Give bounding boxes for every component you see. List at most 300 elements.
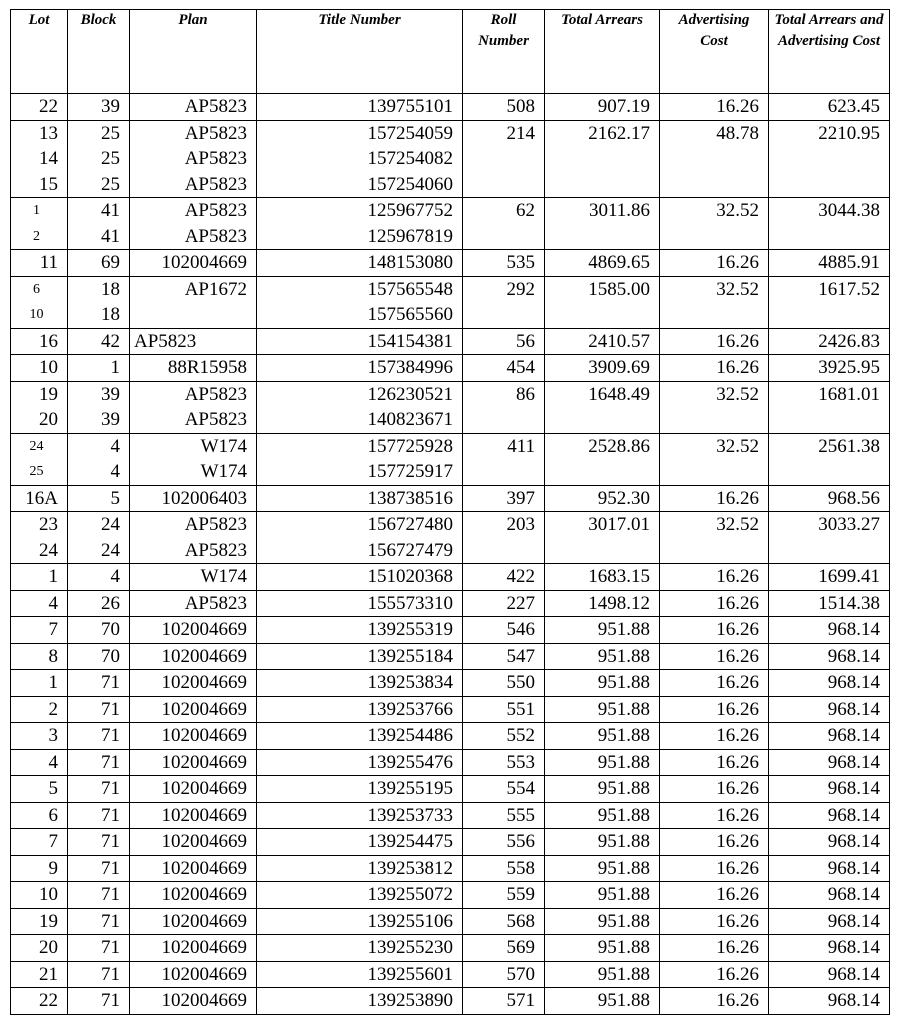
plan-cell [130, 564, 257, 591]
title-number-cell [257, 512, 463, 564]
header-roll-number: Roll Number [463, 10, 545, 94]
roll-number-cell: 559 [463, 882, 545, 909]
plan-cell-value: AP5823 [134, 330, 197, 352]
plan-cell-value: 88R15958 [167, 357, 247, 378]
lot-cell-value: 5 [48, 778, 58, 799]
block-cell-value: 42 [101, 330, 120, 352]
lot-cell-value: 8 [48, 645, 58, 667]
block-cell [68, 617, 130, 644]
block-cell-value: 71 [101, 990, 120, 1011]
block-cell-value: 71 [101, 831, 120, 852]
total-arrears-cell: 951.88 [545, 749, 660, 776]
plan-cell [130, 94, 257, 121]
lot-cell-value: 7 [48, 831, 58, 852]
lot-cell-value: 24 [39, 539, 58, 561]
plan-cell [130, 855, 257, 882]
title-number-cell-value: 154154381 [367, 330, 453, 352]
total-with-advertising-cell: 968.14 [769, 882, 890, 909]
lot-cell [11, 696, 68, 723]
table-row [11, 829, 890, 856]
title-number-cell-value: 140823671 [367, 409, 453, 430]
title-number-cell-value: 139755101 [367, 96, 453, 117]
block-cell-value: 25 [101, 122, 120, 144]
total-with-advertising-cell: 968.14 [769, 696, 890, 723]
block-cell [68, 802, 130, 829]
lot-cell [11, 355, 68, 382]
block-cell [68, 961, 130, 988]
lot-cell [11, 433, 68, 485]
block-cell-value: 71 [101, 963, 120, 985]
block-cell [68, 829, 130, 856]
roll-number-cell: 552 [463, 723, 545, 750]
plan-cell-value: AP5823 [184, 173, 247, 195]
roll-number-cell: 56 [463, 328, 545, 355]
roll-number-cell: 568 [463, 908, 545, 935]
advertising-cost-cell: 32.52 [660, 512, 769, 564]
lot-cell-value: 10 [29, 307, 44, 322]
block-cell [68, 433, 130, 485]
block-cell-value: 4 [110, 566, 120, 587]
header-lot: Lot [11, 10, 68, 94]
advertising-cost-cell: 16.26 [660, 882, 769, 909]
advertising-cost-cell: 16.26 [660, 94, 769, 121]
plan-cell-value: W174 [200, 461, 247, 482]
total-with-advertising-cell: 968.14 [769, 961, 890, 988]
title-number-cell [257, 749, 463, 776]
advertising-cost-cell: 16.26 [660, 829, 769, 856]
block-cell [68, 120, 130, 198]
lot-cell-value: 19 [39, 383, 58, 405]
plan-cell-value: AP5823 [184, 122, 247, 144]
block-cell-value: 4 [110, 461, 120, 482]
lot-cell-value: 22 [39, 990, 58, 1011]
block-cell [68, 512, 130, 564]
lot-cell-value: 19 [39, 910, 58, 932]
advertising-cost-cell: 16.26 [660, 908, 769, 935]
table-row [11, 776, 890, 803]
block-cell-value: 69 [101, 252, 120, 273]
roll-number-cell: 227 [463, 590, 545, 617]
table-body [11, 94, 890, 1015]
title-number-cell-value: 139255072 [367, 884, 453, 905]
title-number-cell-value: 139253890 [367, 990, 453, 1011]
plan-cell-value: AP5823 [184, 383, 247, 405]
title-number-cell-value: 138738516 [367, 487, 453, 509]
plan-cell-value: 102004669 [161, 725, 247, 746]
title-number-cell-value: 139255195 [367, 778, 453, 799]
plan-cell-value: 102004669 [161, 910, 247, 932]
plan-cell-value: 102004669 [161, 619, 247, 640]
title-number-cell-value: 156727480 [367, 514, 453, 535]
header-total-arrears-and-advertising: Total Arrears and Advertising Cost [769, 10, 890, 94]
title-number-cell-value: 139253812 [367, 857, 453, 879]
advertising-cost-cell: 32.52 [660, 433, 769, 485]
title-number-cell [257, 776, 463, 803]
lot-cell [11, 485, 68, 512]
block-cell-value: 71 [101, 778, 120, 799]
title-number-cell-value: 157254082 [367, 148, 453, 169]
total-with-advertising-cell: 3925.95 [769, 355, 890, 382]
block-cell-value: 71 [101, 857, 120, 879]
title-number-cell [257, 908, 463, 935]
table-row [11, 94, 890, 121]
lot-cell-value: 16 [39, 330, 58, 352]
table-row [11, 485, 890, 512]
block-cell-value: 39 [101, 409, 120, 430]
plan-cell [130, 120, 257, 198]
title-number-cell [257, 328, 463, 355]
lot-cell-value: 20 [39, 409, 58, 430]
lot-cell [11, 935, 68, 962]
advertising-cost-cell: 16.26 [660, 485, 769, 512]
table-row [11, 250, 890, 277]
lot-cell-value: 6 [48, 804, 58, 826]
lot-cell [11, 961, 68, 988]
plan-cell [130, 485, 257, 512]
title-number-cell [257, 276, 463, 328]
roll-number-cell: 535 [463, 250, 545, 277]
block-cell-value: 5 [110, 487, 120, 509]
lot-cell [11, 643, 68, 670]
plan-cell-value: 102004669 [161, 672, 247, 693]
total-arrears-cell: 951.88 [545, 617, 660, 644]
table-row [11, 802, 890, 829]
title-number-cell [257, 988, 463, 1015]
title-number-cell-value: 139255319 [367, 619, 453, 640]
block-cell-value: 71 [101, 884, 120, 905]
total-arrears-cell: 4869.65 [545, 250, 660, 277]
title-number-cell [257, 882, 463, 909]
total-with-advertising-cell: 1699.41 [769, 564, 890, 591]
roll-number-cell: 203 [463, 512, 545, 564]
lot-cell-value: 25 [29, 464, 44, 479]
plan-cell [130, 988, 257, 1015]
title-number-cell [257, 355, 463, 382]
table-row [11, 198, 890, 250]
title-number-cell [257, 935, 463, 962]
plan-cell-value: AP5823 [184, 96, 247, 117]
roll-number-cell: 422 [463, 564, 545, 591]
advertising-cost-cell: 32.52 [660, 381, 769, 433]
total-arrears-cell: 3017.01 [545, 512, 660, 564]
lot-cell [11, 882, 68, 909]
total-with-advertising-cell: 968.14 [769, 935, 890, 962]
lot-cell [11, 829, 68, 856]
lot-cell [11, 512, 68, 564]
title-number-cell-value: 139253766 [367, 698, 453, 720]
block-cell-value: 71 [101, 672, 120, 693]
roll-number-cell: 556 [463, 829, 545, 856]
title-number-cell-value: 139255106 [367, 910, 453, 932]
roll-number-cell: 454 [463, 355, 545, 382]
lot-cell [11, 855, 68, 882]
plan-cell-value: AP5823 [184, 200, 247, 221]
lot-cell-value: 7 [48, 619, 58, 640]
plan-cell [130, 617, 257, 644]
title-number-cell [257, 855, 463, 882]
plan-cell-value: 102004669 [161, 698, 247, 720]
block-cell [68, 590, 130, 617]
block-cell [68, 564, 130, 591]
header-block: Block [68, 10, 130, 94]
lot-cell-value: 11 [39, 252, 58, 273]
plan-cell-value: AP5823 [184, 539, 247, 561]
total-with-advertising-cell: 968.14 [769, 908, 890, 935]
table-row [11, 749, 890, 776]
block-cell [68, 328, 130, 355]
title-number-cell [257, 617, 463, 644]
total-with-advertising-cell: 968.14 [769, 802, 890, 829]
total-arrears-cell: 3909.69 [545, 355, 660, 382]
plan-cell-value: W174 [200, 435, 247, 457]
table-row [11, 564, 890, 591]
plan-cell [130, 198, 257, 250]
title-number-cell-value: 139255230 [367, 937, 453, 958]
lot-cell-value: 6 [33, 281, 40, 297]
title-number-cell-value: 157725917 [367, 461, 453, 482]
plan-cell-value: AP1672 [184, 278, 247, 300]
advertising-cost-cell: 16.26 [660, 723, 769, 750]
block-cell-value: 71 [101, 725, 120, 746]
lot-cell-value: 10 [39, 884, 58, 905]
lot-cell [11, 723, 68, 750]
title-number-cell [257, 94, 463, 121]
block-cell [68, 355, 130, 382]
table-row [11, 643, 890, 670]
total-arrears-cell: 2528.86 [545, 433, 660, 485]
block-cell-value: 1 [110, 357, 120, 378]
block-cell-value: 18 [101, 278, 120, 300]
advertising-cost-cell: 16.26 [660, 328, 769, 355]
advertising-cost-cell: 16.26 [660, 802, 769, 829]
block-cell [68, 643, 130, 670]
advertising-cost-cell: 16.26 [660, 590, 769, 617]
plan-cell [130, 250, 257, 277]
block-cell-value: 41 [101, 225, 120, 247]
block-cell-value: 39 [101, 383, 120, 405]
total-arrears-cell: 951.88 [545, 643, 660, 670]
title-number-cell-value: 157565548 [367, 278, 453, 300]
plan-cell [130, 935, 257, 962]
lot-cell [11, 250, 68, 277]
block-cell-value: 25 [101, 173, 120, 195]
lot-cell-value: 3 [48, 725, 58, 746]
lot-cell-value: 4 [48, 751, 58, 773]
advertising-cost-cell: 16.26 [660, 696, 769, 723]
lot-cell [11, 802, 68, 829]
total-arrears-cell: 951.88 [545, 882, 660, 909]
block-cell-value: 71 [101, 804, 120, 826]
title-number-cell-value: 157725928 [367, 435, 453, 457]
total-with-advertising-cell: 1617.52 [769, 276, 890, 328]
title-number-cell [257, 829, 463, 856]
roll-number-cell: 546 [463, 617, 545, 644]
advertising-cost-cell: 16.26 [660, 643, 769, 670]
advertising-cost-cell: 32.52 [660, 198, 769, 250]
block-cell-value: 71 [101, 751, 120, 773]
total-arrears-cell: 951.88 [545, 802, 660, 829]
roll-number-cell: 553 [463, 749, 545, 776]
roll-number-cell: 569 [463, 935, 545, 962]
lot-cell [11, 670, 68, 697]
roll-number-cell: 571 [463, 988, 545, 1015]
total-arrears-cell: 907.19 [545, 94, 660, 121]
table-row [11, 433, 890, 485]
roll-number-cell: 86 [463, 381, 545, 433]
title-number-cell [257, 433, 463, 485]
roll-number-cell: 292 [463, 276, 545, 328]
plan-cell-value: AP5823 [184, 514, 247, 535]
title-number-cell [257, 696, 463, 723]
advertising-cost-cell: 16.26 [660, 935, 769, 962]
advertising-cost-cell: 16.26 [660, 617, 769, 644]
title-number-cell-value: 139255601 [367, 963, 453, 985]
block-cell [68, 198, 130, 250]
block-cell-value: 70 [101, 619, 120, 640]
lot-cell [11, 276, 68, 328]
total-arrears-cell: 2410.57 [545, 328, 660, 355]
total-arrears-cell: 1683.15 [545, 564, 660, 591]
total-with-advertising-cell: 2210.95 [769, 120, 890, 198]
table-row [11, 590, 890, 617]
title-number-cell-value: 157254060 [367, 173, 453, 195]
total-arrears-cell: 951.88 [545, 855, 660, 882]
block-cell [68, 485, 130, 512]
title-number-cell [257, 590, 463, 617]
total-arrears-cell: 952.30 [545, 485, 660, 512]
plan-cell-value: 102004669 [161, 937, 247, 958]
table-row [11, 882, 890, 909]
block-cell [68, 696, 130, 723]
total-with-advertising-cell: 623.45 [769, 94, 890, 121]
lot-cell-value: 13 [39, 122, 58, 144]
plan-cell-value: 102004669 [161, 857, 247, 879]
block-cell [68, 723, 130, 750]
title-number-cell [257, 120, 463, 198]
block-cell [68, 935, 130, 962]
advertising-cost-cell: 16.26 [660, 749, 769, 776]
header-row [11, 10, 890, 94]
plan-cell [130, 670, 257, 697]
plan-cell [130, 723, 257, 750]
total-arrears-cell: 951.88 [545, 776, 660, 803]
table-row [11, 355, 890, 382]
block-cell-value: 18 [101, 304, 120, 325]
plan-cell-value: AP5823 [184, 148, 247, 169]
roll-number-cell: 508 [463, 94, 545, 121]
total-arrears-cell: 951.88 [545, 670, 660, 697]
title-number-cell [257, 670, 463, 697]
plan-cell-value: 102004669 [161, 751, 247, 773]
plan-cell-value [134, 302, 247, 328]
lot-cell-value: 9 [48, 857, 58, 879]
plan-cell [130, 696, 257, 723]
roll-number-cell: 62 [463, 198, 545, 250]
plan-cell-value: AP5823 [184, 225, 247, 247]
plan-cell-value: 102004669 [161, 963, 247, 985]
total-with-advertising-cell: 968.14 [769, 617, 890, 644]
total-with-advertising-cell: 2426.83 [769, 328, 890, 355]
title-number-cell-value: 139254475 [367, 831, 453, 852]
lot-cell [11, 198, 68, 250]
lot-cell-value: 15 [39, 173, 58, 195]
header-plan: Plan [130, 10, 257, 94]
advertising-cost-cell: 16.26 [660, 355, 769, 382]
block-cell [68, 94, 130, 121]
lot-cell-value: 14 [39, 148, 58, 169]
plan-cell-value: W174 [200, 566, 247, 587]
plan-cell-value: 102004669 [161, 804, 247, 826]
lot-cell-value: 4 [48, 592, 58, 614]
title-number-cell [257, 723, 463, 750]
total-arrears-cell: 1585.00 [545, 276, 660, 328]
block-cell [68, 276, 130, 328]
title-number-cell-value: 125967819 [367, 225, 453, 247]
total-arrears-cell: 951.88 [545, 829, 660, 856]
title-number-cell [257, 198, 463, 250]
lot-cell-value: 1 [48, 566, 58, 587]
block-cell-value: 71 [101, 937, 120, 958]
lot-cell [11, 564, 68, 591]
table-row [11, 617, 890, 644]
total-with-advertising-cell: 968.14 [769, 829, 890, 856]
total-with-advertising-cell: 968.14 [769, 776, 890, 803]
table-row [11, 276, 890, 328]
plan-cell-value: 102004669 [161, 645, 247, 667]
lot-cell-value: 20 [39, 937, 58, 958]
lot-cell-value: 2 [33, 228, 40, 244]
total-with-advertising-cell: 968.14 [769, 749, 890, 776]
total-with-advertising-cell: 2561.38 [769, 433, 890, 485]
block-cell-value: 25 [101, 148, 120, 169]
title-number-cell-value: 139253733 [367, 804, 453, 826]
total-arrears-cell: 951.88 [545, 723, 660, 750]
plan-cell [130, 908, 257, 935]
advertising-cost-cell: 16.26 [660, 776, 769, 803]
title-number-cell-value: 151020368 [367, 566, 453, 587]
roll-number-cell: 411 [463, 433, 545, 485]
block-cell-value: 70 [101, 645, 120, 667]
total-arrears-cell: 951.88 [545, 961, 660, 988]
title-number-cell-value: 139255184 [367, 645, 453, 667]
table-row [11, 696, 890, 723]
title-number-cell [257, 643, 463, 670]
total-arrears-cell: 1498.12 [545, 590, 660, 617]
total-arrears-cell: 3011.86 [545, 198, 660, 250]
table-row [11, 723, 890, 750]
total-with-advertising-cell: 968.14 [769, 723, 890, 750]
table-row [11, 855, 890, 882]
title-number-cell-value: 148153080 [367, 252, 453, 273]
advertising-cost-cell: 16.26 [660, 988, 769, 1015]
plan-cell [130, 829, 257, 856]
block-cell-value: 71 [101, 698, 120, 720]
block-cell-value: 4 [110, 435, 120, 457]
block-cell [68, 670, 130, 697]
title-number-cell [257, 802, 463, 829]
plan-cell [130, 276, 257, 328]
advertising-cost-cell: 32.52 [660, 276, 769, 328]
block-cell [68, 882, 130, 909]
total-with-advertising-cell: 1514.38 [769, 590, 890, 617]
lot-cell [11, 328, 68, 355]
table-row [11, 670, 890, 697]
table-row [11, 381, 890, 433]
total-arrears-cell: 951.88 [545, 908, 660, 935]
plan-cell [130, 381, 257, 433]
plan-cell [130, 328, 257, 355]
lot-cell [11, 749, 68, 776]
